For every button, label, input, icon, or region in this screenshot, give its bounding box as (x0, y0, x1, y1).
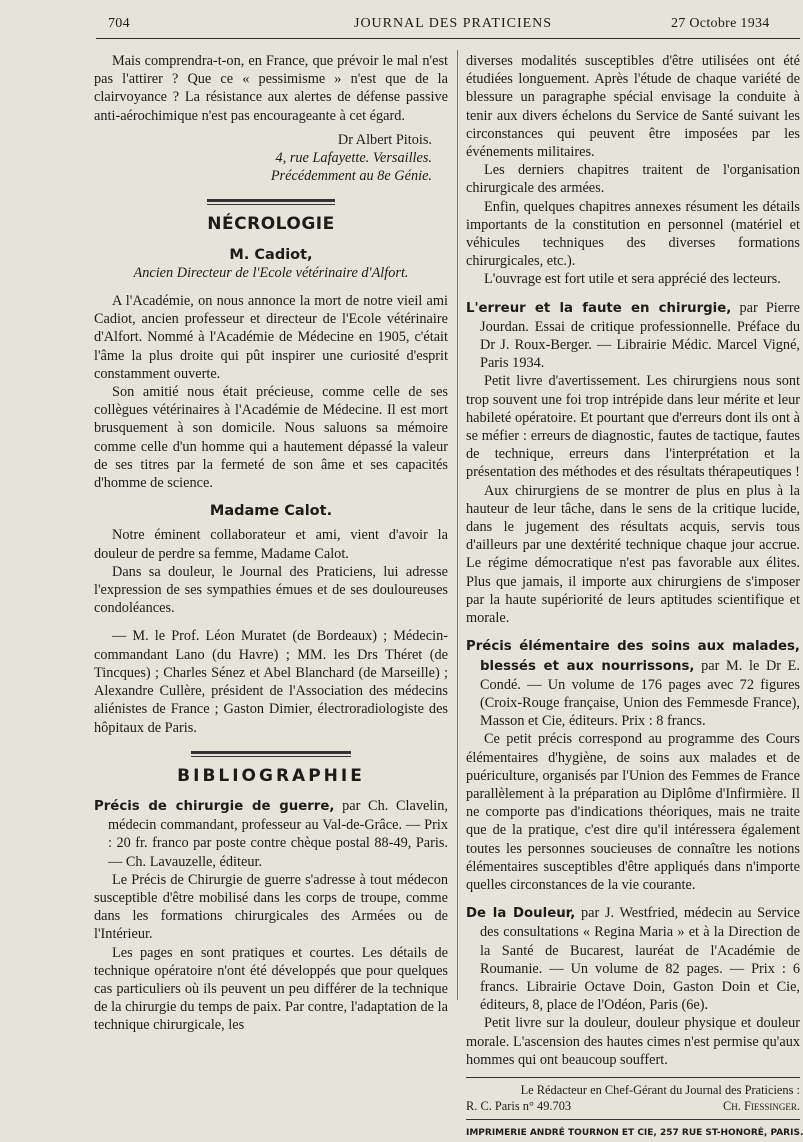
left-column (94, 52, 448, 1035)
signature-note: Précédemment au 8e Génie. (270, 168, 432, 185)
necrology-heading: NÉCROLOGIE (207, 214, 335, 235)
review-paragraph: Petit livre sur la douleur, douleur physique et douleur morale. L'ascension des hautes cimes n'est permise qu'aux hommes qui ont beaucoup souffert. (466, 1015, 800, 1068)
continued-paragraph: diverses modalités susceptibles d'être utilisées ont été étudiées longuement. Après l'étude de chaque variété de blessure un paragraphe spécial envisage la conduite à tenir aux divers échelons du Service de Santé suivant les circonstances qui peuvent être imposées par les événements militaires. (466, 53, 800, 161)
review-paragraph: Les derniers chapitres traitent de l'organisation chirurgicale des armées. (466, 162, 800, 197)
obituary-paragraph: Notre éminent collaborateur et ami, vient d'avoir la douleur de perdre sa femme, Madame Calot. (94, 527, 448, 562)
footer-rule (466, 1077, 800, 1078)
header-rule (96, 38, 800, 39)
review-entry (466, 637, 800, 730)
obituary-name: M. Cadiot, (229, 246, 313, 263)
review-title: Précis de chirurgie de guerre, (94, 798, 335, 814)
registry-number: R. C. Paris n° 49.703 (466, 1098, 572, 1113)
review-details: par Pierre Jourdan. Essai de critique professionnelle. Préface du Dr J. Roux-Berger. — Librairie Médic. Marcel Vigné, Paris 1934. (480, 299, 800, 372)
review-title: Précis élémentaire des soins aux malades, blessés et aux nourrissons, (466, 639, 800, 674)
column-divider (457, 50, 458, 1000)
review-paragraph: Le Précis de Chirurgie de guerre s'adresse à tout médecon susceptible d'être mobilisé dans les corps de troupe, comme dans les formations chirurgicales des Armées ou de l'Intérieur. (94, 871, 448, 943)
obituary-role: Ancien Directeur de l'Ecole vétérinaire d'Alfort. (133, 264, 409, 281)
obituary-paragraph: A l'Académie, on nous annonce la mort de notre vieil ami Cadiot, ancien professeur et directeur de l'Ecole vétérinaire d'Alfort. Nommé à l'Académie de Médecine en 1905, c'était l'âme la plus droite qui pût inspirer une curiosité d'esprit constamment ouverte. (94, 293, 448, 382)
obituary-name: Madame Calot. (209, 503, 333, 520)
review-title: De la Douleur, (466, 906, 576, 922)
page-header (96, 12, 800, 34)
review-details: par M. le Dr E. Condé. — Un volume de 176 pages avec 72 figures (Croix-Rouge française, Union des Femmesde France), Masson et Cie, éditeurs. Prix : 8 francs. (480, 657, 800, 730)
review-details: par Ch. Clavelin, médecin commandant, professeur au Val-de-Grâce. — Prix : 20 fr. franco par poste contre chèque postal 88-49, Paris. — Ch. Lavauzelle, éditeur. (108, 797, 448, 870)
printer-line: IMPRIMERIE ANDRÉ TOURNON ET CIE, 257 RUE ST-HONORÉ, PARIS. (466, 1119, 800, 1142)
review-paragraph: Ce petit précis correspond au programme des Cours élémentaires d'hygiène, de soins aux malades et de puériculture, organisés par l'Union des Femmes de France parallèlement à la préparation au Diplôme d'Infirmière. Il ne comporte pas d'indications théoriques, mais ne traite que de la pratique, c'est dire qu'il intéressera également toutes les personnes soucieuses de connaître les notions élémentaires susceptibles d'être appliqués dans n'importe quelles circonstances de la vie courante. (466, 731, 800, 893)
section-rule (207, 199, 335, 205)
section-rule (191, 751, 351, 757)
review-entry (466, 299, 800, 373)
review-entry (466, 904, 800, 1014)
review-paragraph: Petit livre d'avertissement. Les chirurgiens nous sont trop souvent une foi trop intrépide dans leur mérite et leur habileté opératoire. Et pourtant que d'erreurs dont ils ont à se méfier : erreurs de diagnostic, fautes de tactique, fautes de technique, erreurs dans l'interprétation et la présentation des méthodes et des résultats thérapeutiques ! (466, 373, 800, 481)
obituary-paragraph: Son amitié nous était précieuse, comme celle de ses collègues vétérinaires à l'Académie de Médecine. Il est mort brusquement à son domicile. Nous saluons sa mémoire comme celle d'un homme qui a hautement dépassé la valeur de ses titres par la fermeté de son âme et ses capacités d'homme de science. (94, 384, 448, 492)
review-entry (94, 797, 448, 871)
review-details: par J. Westfried, médecin au Service des consultations « Regina Maria » et à la Direction de la Santé de Bucarest, lauréat de l'Académie de Roumanie. — Un volume de 82 pages. — Prix : 6 francs. Librairie Octave Doin, Gaston Doin et Cie, éditeurs, 8, place de l'Odéon, Paris (6e). (480, 905, 800, 1014)
right-column (466, 52, 803, 1142)
deaths-list: — M. le Prof. Léon Muratet (de Bordeaux) ; Médecin-commandant Lano (du Havre) ; MM. les Drs Théret (de Tincques) ; Charles Sénez et Abel Blanchard (de Marseille) ; Alexandre Cullère, président de l'Association des médecins aliénistes de France ; Gaston Dimier, électroradiologiste des hôpitaux de Paris. (94, 628, 448, 736)
review-title: L'erreur et la faute en chirurgie, (466, 300, 732, 316)
registry-line (466, 1098, 800, 1114)
editor-name: Ch. Fiessinger. (723, 1098, 800, 1113)
journal-title: JOURNAL DES PRATICIENS (354, 16, 553, 31)
editor-credit: Le Rédacteur en Chef-Gérant du Journal des Praticiens : (520, 1082, 800, 1097)
signature-name: Dr Albert Pitois. (337, 131, 432, 148)
review-paragraph: Enfin, quelques chapitres annexes résument les détails importants de la constitution en personnel (matériel et véhicules techniques des diverses formations chirurgicales, etc.). (466, 198, 800, 270)
page-number: 704 (108, 16, 130, 31)
opening-paragraph: Mais comprendra-t-on, en France, que prévoir le mal n'est pas l'attirer ? Que ce « pessimisme » n'est que de la clairvoyance ? La résistance aux alertes de défense passive anti-aérochimique n'est pas encourageante à cet égard. (94, 53, 448, 124)
signature-address: 4, rue Lafayette. Versailles. (275, 150, 432, 167)
issue-date: 27 Octobre 1934 (671, 16, 770, 31)
review-paragraph: Aux chirurgiens de se montrer de plus en plus à la hauteur de leur tâche, dans le sens de la critique lucide, dans le jugement des résultats acquis, servis tous d'ailleurs par une dextérité technique chaque jour accrue. Le régime démocratique n'est pas favorable aux élites. Plus que jamais, il importe aux chirurgiens de s'imposer par la haute supériorité de leurs aptitudes scientifique et morale. (466, 482, 800, 627)
review-paragraph: L'ouvrage est fort utile et sera apprécié des lecteurs. (484, 271, 781, 288)
review-paragraph: Les pages en sont pratiques et courtes. Les détails de technique opératoire n'ont été développés que pour quelques cas particuliers où ils peuvent un peu différer de la technique de la chirurgie du temps de paix. Par contre, l'adaptation de la technique chirurgicale, les (94, 944, 448, 1034)
bibliography-heading: BIBLIOGRAPHIE (177, 765, 365, 786)
obituary-paragraph: Dans sa douleur, le Journal des Praticiens, lui adresse l'expression de ses sympathies émues et de ses douloureuses condoléances. (94, 563, 448, 617)
